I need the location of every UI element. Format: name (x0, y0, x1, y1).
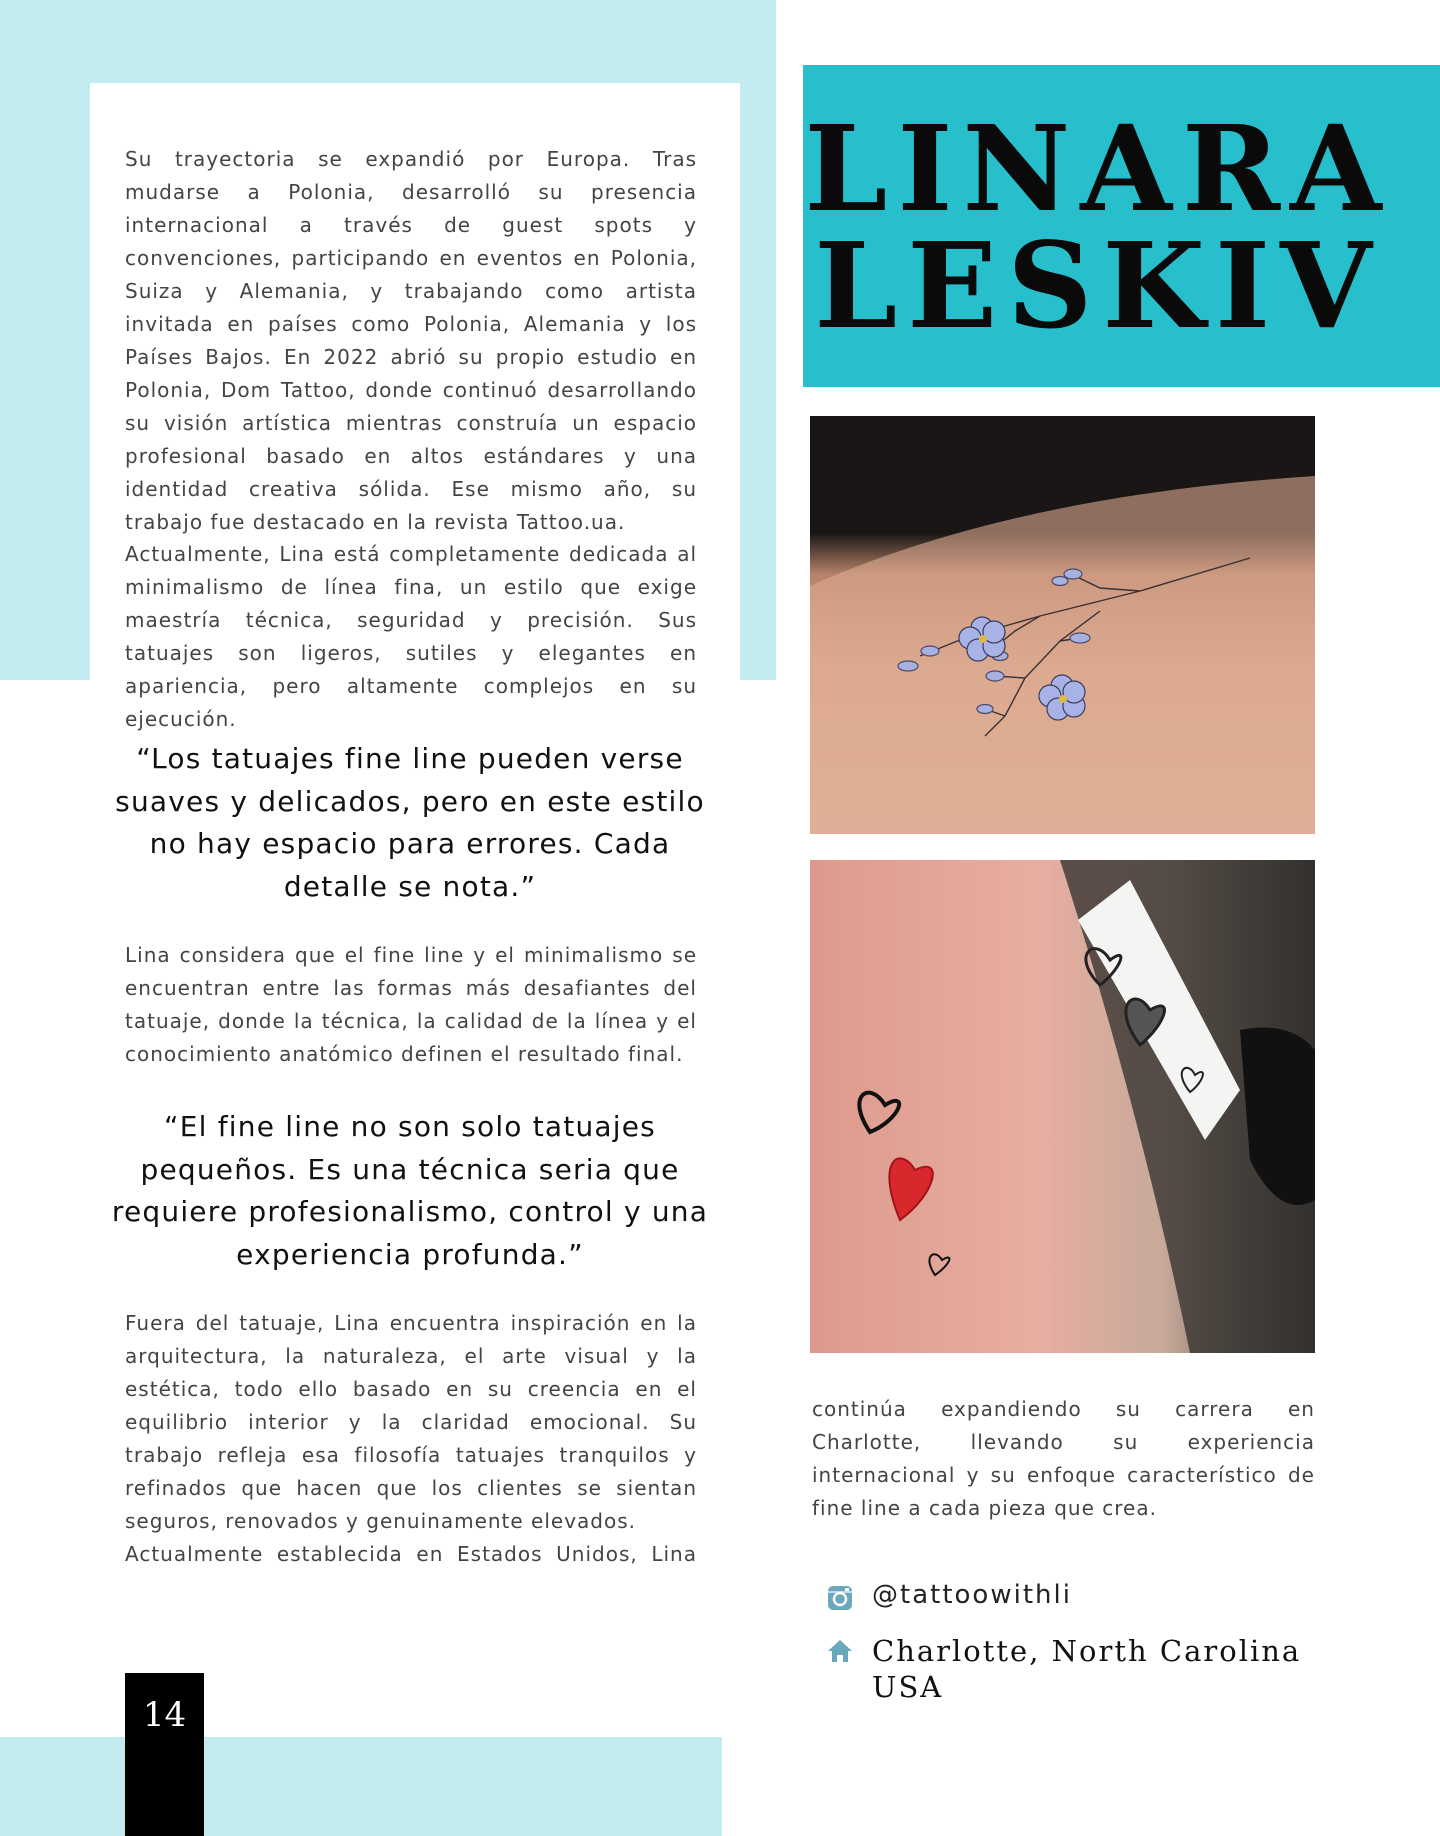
background-block-bottom (0, 1737, 722, 1836)
paragraph-inspiration: Fuera del tatuaje, Lina encuentra inspiración en la arquitectura, la naturaleza, el arte visual y la estética, todo ello basado en su creencia en el equilibrio interior y la claridad emocional. Su trabajo refleja esa filosofía tatuajes tranquilos y refinados que hacen que los clientes se sientan seguros, renovados y genuinamente elevados. (125, 1311, 697, 1533)
title-first-name: LINARA (804, 99, 1392, 238)
paragraph-charlotte: continúa expandiendo su carrera en Charlotte, llevando su experiencia internacional y su enfoque característico de fine line a cada pieza que crea. (812, 1397, 1315, 1520)
contact-location (826, 1633, 1301, 1705)
instagram-handle[interactable]: @tattoowithli (872, 1580, 1072, 1610)
paragraph-usa: Actualmente establecida en Estados Unidos, Lina (125, 1542, 697, 1566)
contact-instagram[interactable] (826, 1580, 1072, 1612)
page-number: 14 (125, 1673, 204, 1836)
pull-quote-2: “El fine line no son solo tatuajes pequeños. Es una técnica seria que requiere profesionalismo, control y una experiencia profunda.” (111, 1110, 709, 1271)
floral-tattoo-illustration (810, 416, 1315, 834)
home-icon (826, 1637, 854, 1665)
paragraph-career: Su trayectoria se expandió por Europa. Tras mudarse a Polonia, desarrolló su presencia internacional a través de guest spots y convenciones, participando en eventos en Polonia, Suiza y Alemania, y trabajando como artista invitada en países como Polonia, Alemania y los Países Bajos. En 2022 abrió su propio estudio en Polonia, Dom Tattoo, donde continuó desarrollando su visión artística mientras construía un espacio profesional basado en altos estándares y una identidad creativa sólida. Ese mismo año, su trabajo fue destacado en la revista Tattoo.ua. (125, 147, 697, 534)
pull-quote-1: “Los tatuajes fine line pueden verse suaves y delicados, pero en este estilo no hay espacio para errores. Cada detalle se nota.” (115, 742, 705, 903)
location-city: Charlotte, North Carolina (872, 1634, 1302, 1668)
hearts-tattoo-illustration (810, 860, 1315, 1353)
paragraph-minimalism: Actualmente, Lina está completamente dedicada al minimalismo de línea fina, un estilo que exige maestría técnica, seguridad y precisión. Sus tatuajes son ligeros, sutiles y elegantes en apariencia, pero altamente complejos en su ejecución. (125, 542, 697, 731)
paragraph-fine-line: Lina considera que el fine line y el minimalismo se encuentran entre las formas más desafiantes del tatuaje, donde la técnica, la calidad de la línea y el conocimiento anatómico definen el resultado final. (125, 943, 697, 1066)
photo-floral-tattoo (810, 416, 1315, 834)
title-last-name: LESKIV (814, 216, 1382, 355)
photo-hearts-tattoo (810, 860, 1315, 1353)
location-country: USA (872, 1670, 944, 1704)
title-box (803, 65, 1440, 387)
instagram-icon (826, 1584, 854, 1612)
